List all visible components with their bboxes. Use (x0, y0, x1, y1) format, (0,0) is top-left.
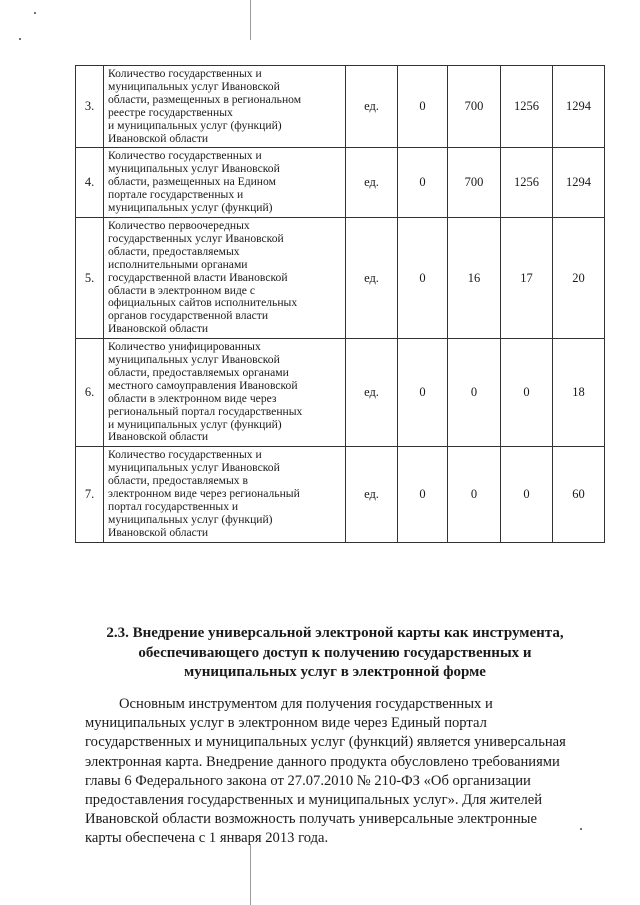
row-number: 3. (76, 66, 104, 148)
paragraph-line: предоставления государственных и муниципальных услуг». Для жителей (85, 792, 543, 809)
indicator-name-line: официальных сайтов исполнительных (108, 296, 298, 310)
table-row (76, 66, 605, 148)
indicator-name-line: области, размещенных на Едином (108, 175, 276, 189)
value-cell: 0 (398, 447, 448, 542)
scan-artifact-line (250, 845, 251, 905)
value-cell: 0 (398, 339, 448, 447)
value-cell: 18 (553, 339, 605, 447)
unit-cell: ед. (346, 217, 398, 338)
indicator-name-line: и муниципальных услуг (функций) (108, 118, 282, 132)
indicator-name-line: региональный портал государственных (108, 404, 303, 418)
indicator-name-line: Ивановской области (108, 131, 209, 145)
table-row (76, 447, 605, 542)
indicators-table-body (76, 66, 605, 543)
unit-cell: ед. (346, 447, 398, 542)
paragraph-line: карты обеспечена с 1 января 2013 года. (85, 830, 329, 847)
indicator-name-line: Количество государственных и (108, 67, 262, 80)
body-paragraph (85, 695, 594, 849)
value-cell: 0 (501, 339, 553, 447)
value-cell: 60 (553, 447, 605, 542)
indicator-name-line: области, предоставляемых в (108, 474, 248, 488)
value-cell: 0 (398, 66, 448, 148)
scan-artifact-line (250, 0, 251, 40)
row-number: 6. (76, 339, 104, 447)
indicator-name (104, 339, 346, 447)
value-cell: 0 (501, 447, 553, 542)
indicator-name-line: органов государственной власти (108, 309, 269, 323)
paragraph-line: главы 6 Федерального закона от 27.07.2010 № 210-ФЗ «Об организации (85, 772, 531, 789)
paragraph-line: муниципальных услуг в электронном виде через Единый портал (85, 715, 487, 732)
value-cell: 0 (398, 217, 448, 338)
indicator-name-line: муниципальных услуг (функций) (108, 512, 273, 526)
unit-cell: ед. (346, 66, 398, 148)
indicator-name-line: Количество первоочередных (108, 218, 250, 232)
indicator-name-line: исполнительными органами (108, 257, 248, 271)
table-row (76, 148, 605, 218)
section-title-line: обеспечивающего доступ к получению государственных и (138, 644, 532, 661)
indicator-name-line: муниципальных услуг Ивановской (108, 461, 280, 475)
value-cell: 1294 (553, 66, 605, 148)
table-row (76, 217, 605, 338)
indicator-name-line: портале государственных и (108, 188, 244, 202)
indicator-name-line: Ивановской области (108, 322, 209, 336)
indicator-name-line: муниципальных услуг Ивановской (108, 162, 280, 176)
value-cell: 1294 (553, 148, 605, 218)
section-title (90, 624, 580, 683)
indicator-name (104, 66, 346, 148)
unit-cell: ед. (346, 148, 398, 218)
indicator-name-line: Количество государственных и (108, 448, 262, 462)
value-cell: 1256 (501, 148, 553, 218)
indicator-name-line: портал государственных и (108, 500, 239, 513)
indicator-name-line: области в электронном виде с (108, 283, 255, 297)
indicator-name-line: муниципальных услуг Ивановской (108, 353, 280, 367)
indicator-name-line: Ивановской области (108, 525, 209, 539)
indicator-name-line: области в электронном виде через (108, 391, 277, 405)
indicator-name (104, 217, 346, 338)
unit-cell: ед. (346, 339, 398, 447)
indicator-name-line: Количество государственных и (108, 149, 262, 163)
paragraph-line: Ивановской области возможность получать универсальные электронные (85, 811, 537, 828)
indicator-name-line: муниципальных услуг Ивановской (108, 79, 280, 93)
indicator-name-line: и муниципальных услуг (функций) (108, 417, 282, 431)
value-cell: 0 (448, 447, 501, 542)
scan-artifact-dot (19, 38, 21, 40)
indicator-name-line: области, размещенных в региональном (108, 92, 302, 106)
section-title-line: муниципальных услуг в электронной форме (184, 664, 486, 680)
row-number: 7. (76, 447, 104, 542)
table-row (76, 339, 605, 447)
value-cell: 0 (448, 339, 501, 447)
paragraph-line: государственных и муниципальных услуг (функций) является универсальная (85, 734, 566, 751)
value-cell: 20 (553, 217, 605, 338)
indicator-name-line: Ивановской области (108, 430, 209, 444)
scan-artifact-dot (34, 12, 36, 14)
row-number: 4. (76, 148, 104, 218)
value-cell: 700 (448, 66, 501, 148)
value-cell: 0 (398, 148, 448, 218)
indicator-name (104, 148, 346, 218)
value-cell: 1256 (501, 66, 553, 148)
indicator-name-line: электронном виде через региональный (108, 487, 300, 501)
indicator-name-line: Количество унифицированных (108, 340, 261, 354)
value-cell: 17 (501, 217, 553, 338)
indicator-name-line: реестре государственных (108, 105, 233, 119)
value-cell: 700 (448, 148, 501, 218)
value-cell: 16 (448, 217, 501, 338)
indicator-name-line: области, предоставляемых (108, 244, 240, 258)
indicator-name-line: области, предоставляемых органами (108, 365, 289, 379)
indicator-name-line: местного самоуправления Ивановской (108, 378, 298, 392)
paragraph-line: электронная карта. Внедрение данного продукта обусловлено требованиями (85, 753, 560, 770)
section-title-line: 2.3. Внедрение универсальной электроной карты как инструмента, (106, 625, 564, 641)
paragraph-line: Основным инструментом для получения государственных и (119, 696, 493, 712)
row-number: 5. (76, 217, 104, 338)
indicator-name-line: государственной власти Ивановской (108, 270, 288, 284)
indicator-name (104, 447, 346, 542)
indicator-name-line: муниципальных услуг (функций) (108, 201, 273, 215)
indicators-table (75, 65, 605, 543)
indicator-name-line: государственных услуг Ивановской (108, 231, 284, 245)
